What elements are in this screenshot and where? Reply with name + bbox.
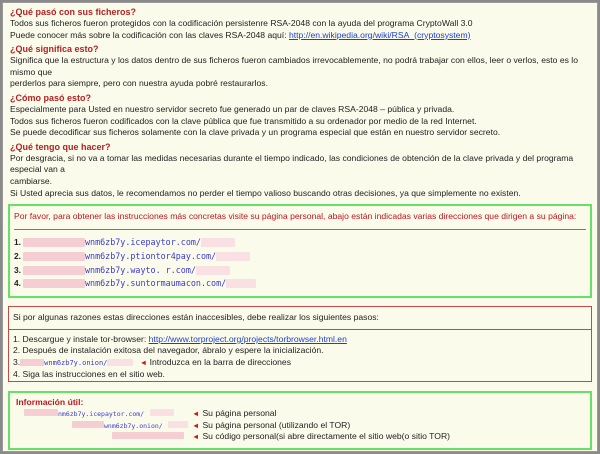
step-4: 4. Siga las instrucciones en el sitio web. xyxy=(13,369,165,380)
tor-instructions-box xyxy=(8,306,592,382)
step-text: 1. Descargue y instale tor-browser: xyxy=(13,334,149,344)
section-text: Todos sus ficheros fueron codificados con la clave pública que fue transmitido a su ordenador por medio de la red Internet. xyxy=(10,115,477,126)
redacted-mark xyxy=(20,359,44,366)
address-number: 1. xyxy=(14,237,21,247)
redacted-mark xyxy=(168,421,188,428)
section-title: ¿Qué significa esto? xyxy=(10,44,99,55)
info-row xyxy=(16,408,584,420)
link-prefix: Puede conocer más sobre la codificación con las claves RSA-2048 aquí: xyxy=(10,29,289,40)
section-title: ¿Cómo pasó esto? xyxy=(10,92,92,103)
address-item xyxy=(14,277,586,291)
redacted-mark xyxy=(196,266,230,275)
redacted-mark xyxy=(201,238,235,247)
info-note-text: Su código personal(si abre directamente el sitio web(o sitio TOR) xyxy=(202,431,451,442)
address-number: 4. xyxy=(14,278,21,289)
address-number: 3. xyxy=(14,264,21,275)
info-note xyxy=(192,431,450,443)
section-text: Todos sus ficheros fueron protegidos con la codificación persistenre RSA-2048 con la ayuda del programa CryptoWall 3.0 xyxy=(10,18,473,28)
addresses-intro: Por favor, para obtener las instrucciones más concretas visite su página personal, abajo están indicadas varias direcciones que dirigen a su página: xyxy=(14,211,577,221)
step-1 xyxy=(13,334,587,345)
address-item xyxy=(14,264,586,278)
arrow-left-icon: ◄ xyxy=(192,432,200,442)
address-link[interactable]: wnm6zb7y.wayto. r.com/ xyxy=(85,264,196,275)
redacted-mark xyxy=(23,266,85,275)
redacted-mark xyxy=(23,279,85,288)
section-text: Si Usted aprecia sus datos, le recomendamos no perder el tiempo valioso buscando otras decisiones, ya que simplemente no existen. xyxy=(10,187,521,198)
arrow-left-icon: ◄ xyxy=(192,420,200,430)
step-number: 3. xyxy=(13,356,21,367)
arrow-left-icon: ◄ xyxy=(192,409,200,418)
onion-address[interactable]: wnm6zb7y.onion/ xyxy=(44,358,108,367)
redacted-mark xyxy=(112,432,184,439)
section-text: perderlos para siempre, pero con nuestra ayuda pobré restaurarlos. xyxy=(10,78,268,89)
info-note xyxy=(192,408,277,420)
info-row xyxy=(16,431,584,443)
address-item xyxy=(14,250,586,264)
redacted-mark xyxy=(216,252,250,261)
useful-info-title: Información útil: xyxy=(16,397,84,407)
address-item xyxy=(14,236,586,250)
redacted-mark xyxy=(24,409,58,416)
torbrowser-download-link[interactable]: http://www.torproject.org/projects/torbrowser.html.en xyxy=(148,334,347,344)
step-note: Introduzca en la barra de direcciones xyxy=(149,356,292,367)
divider xyxy=(9,329,591,330)
section-title: ¿Qué pasó con sus ficheros? xyxy=(10,7,137,17)
address-link[interactable]: wnm6zb7y.ptiontor4pay.com/ xyxy=(85,250,217,261)
section-what-happened xyxy=(10,6,590,41)
address-number: 2. xyxy=(14,250,21,261)
divider xyxy=(14,229,586,230)
section-text: Significa que la estructura y los datos dentro de sus ficheros fueron cambiados irrevocablemente, no podrá trabajar con ellos, leer o verlos, esto es lo mismo que xyxy=(10,55,578,77)
tor-instructions-title: Si por algunas razones estas direcciones están inaccesibles, debe realizar los siguientes pasos: xyxy=(13,312,379,322)
step-3 xyxy=(13,357,587,369)
redacted-mark xyxy=(226,279,256,288)
section-text: Por desgracia, si no va a tomar las medidas necesarias durante el tiempo indicado, las condiciones de obtención de la clave privada y del programa especial van a xyxy=(10,152,574,175)
section-title: ¿Qué tengo que hacer? xyxy=(10,141,111,152)
info-note xyxy=(192,420,350,432)
section-text xyxy=(10,30,590,42)
personal-page-addresses-box xyxy=(8,204,592,298)
redacted-mark xyxy=(72,421,104,428)
section-text: Especialmente para Usted en nuestro servidor secreto fue generado un par de claves RSA-2048 – pública y privada. xyxy=(10,103,455,114)
redacted-mark xyxy=(23,252,85,261)
ransom-note-page xyxy=(2,2,598,452)
section-text: cambiarse. xyxy=(10,175,53,186)
section-what-means xyxy=(10,43,590,90)
info-url[interactable]: nm6zb7y.icepaytor.com/ xyxy=(58,410,145,418)
arrow-left-icon: ◄ xyxy=(139,357,148,367)
address-link[interactable]: wnm6zb7y.suntormaumacon.com/ xyxy=(85,278,227,289)
wikipedia-rsa-link[interactable]: http://en.wikipedia.org/wiki/RSA_(cryptosystem) xyxy=(288,29,471,40)
redacted-mark xyxy=(107,359,133,366)
info-row xyxy=(16,420,584,432)
section-what-to-do xyxy=(10,141,590,199)
address-link[interactable]: wnm6zb7y.icepaytor.com/ xyxy=(85,237,201,247)
info-note-text: Su página personal (utilizando el TOR) xyxy=(202,419,351,430)
redacted-mark xyxy=(23,238,85,247)
useful-info-box xyxy=(8,391,592,450)
info-url[interactable]: wnm6zb7y.onion/ xyxy=(104,421,163,430)
info-note-text: Su página personal xyxy=(202,408,277,418)
step-2: 2. Después de instalación exitosa del navegador, ábralo y espere la inicialización. xyxy=(13,345,324,356)
redacted-mark xyxy=(150,409,174,416)
section-how-happened xyxy=(10,92,590,139)
section-text: Se puede decodificar sus ficheros solamente con la clave privada y un programa especial que están en nuestro servidor secreto. xyxy=(10,127,501,138)
